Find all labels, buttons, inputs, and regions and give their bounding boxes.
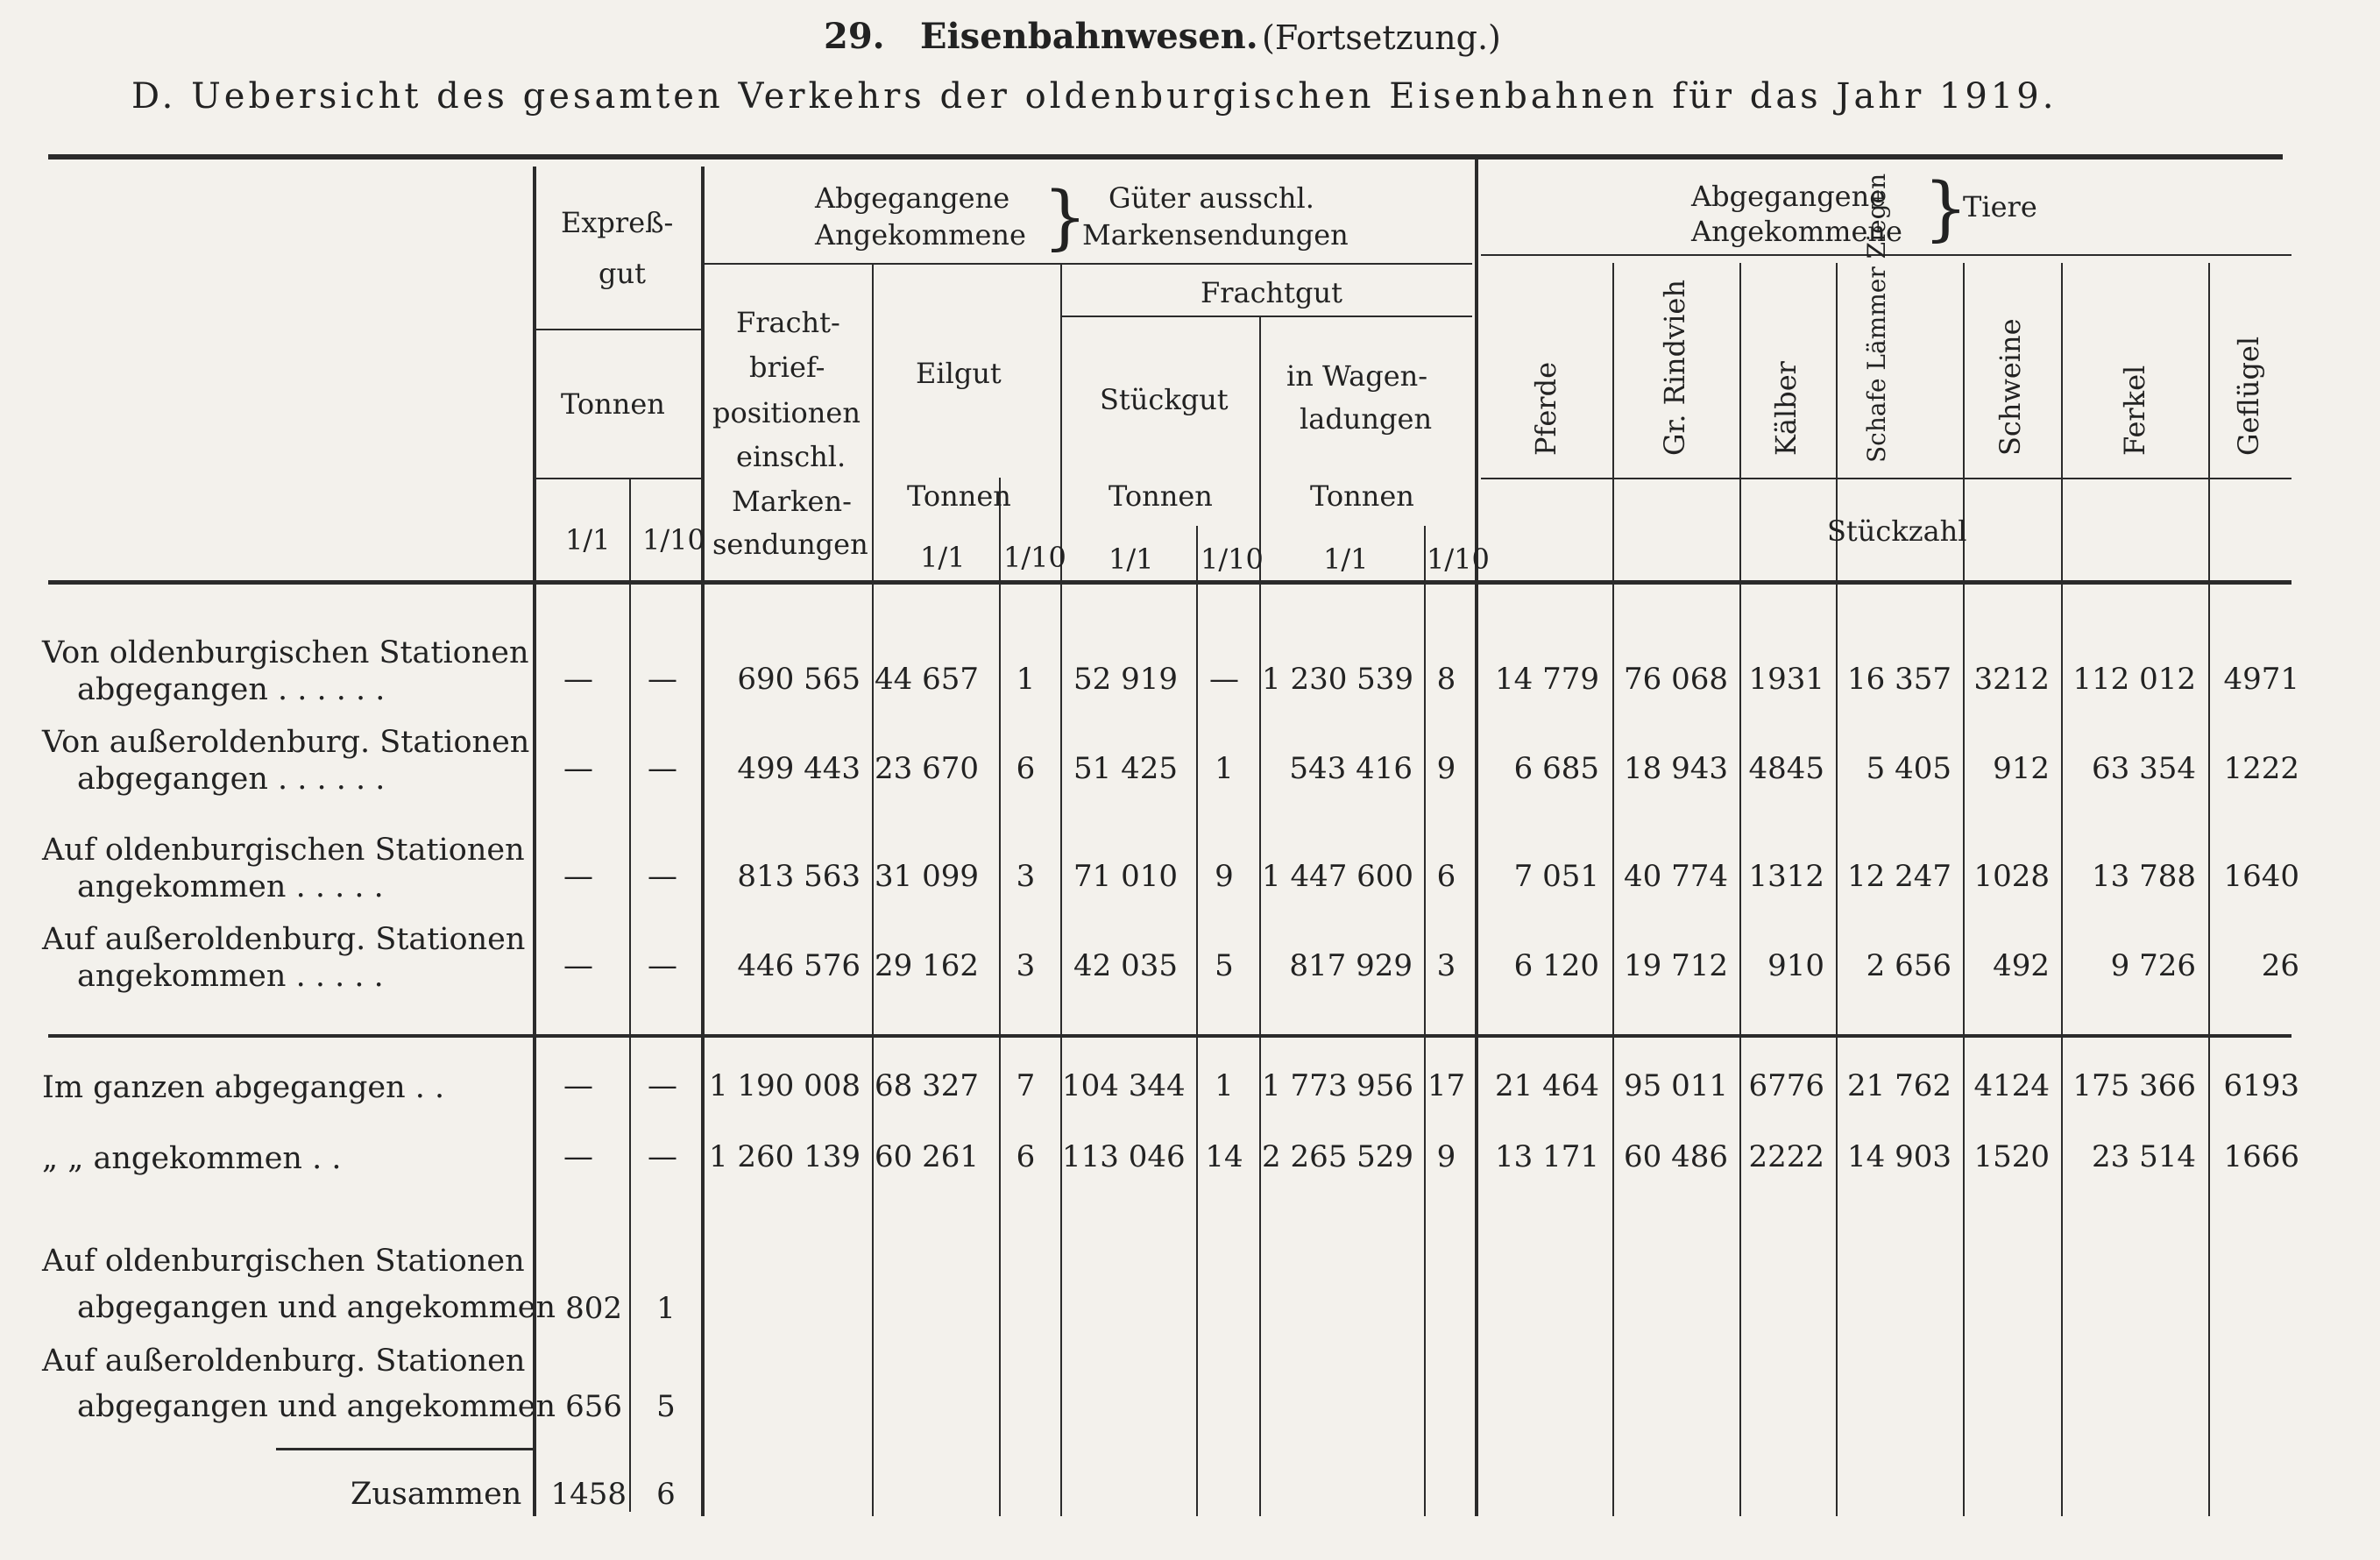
header-stueckgut-frac10: 1/10 (1201, 542, 1264, 576)
goods-subrule (701, 263, 1472, 265)
table-cell: 51 425 (1073, 751, 1178, 786)
vline-fracht (872, 263, 874, 1516)
express-subrule (535, 329, 701, 330)
table-cell: 817 929 (1289, 948, 1413, 983)
table-cell: 40 774 (1624, 859, 1728, 894)
section-number: 29. (824, 16, 885, 57)
express-row-1-tenths: 1 (656, 1291, 676, 1326)
table-cell: 63 354 (2092, 751, 2196, 786)
header-goods-ausschl: Güter ausschl. (1109, 181, 1314, 215)
table-cell: 9 726 (2110, 948, 2196, 983)
header-fracht-5: Marken- (732, 485, 852, 518)
express-row-1-label2: abgegangen und angekommen (77, 1290, 556, 1325)
table-cell: 2 656 (1866, 948, 1951, 983)
header-stueckgut-tonnen: Tonnen (1109, 479, 1213, 513)
table-cell: 1312 (1748, 859, 1824, 894)
table-cell: 52 919 (1073, 662, 1178, 697)
total-cell: 2 265 529 (1262, 1139, 1414, 1174)
header-schweine: Schweine (1994, 318, 2027, 456)
table-cell: 6 685 (1513, 751, 1599, 786)
header-express: Expreß- (561, 206, 674, 239)
row-label: Von außeroldenburg. Stationen (42, 725, 530, 760)
section-title: Eisenbahnwesen. (920, 16, 1258, 57)
table-cell: 499 443 (737, 751, 861, 786)
table-cell: — (648, 948, 677, 983)
header-rindvieh: Gr. Rindvieh (1658, 280, 1691, 456)
table-cell: 1222 (2223, 751, 2299, 786)
table-cell: 6 (1436, 859, 1456, 894)
express-row-2-label2: abgegangen und angekommen (77, 1389, 556, 1424)
table-cell: 6 120 (1513, 948, 1599, 983)
total-cell: 1 260 139 (708, 1139, 861, 1174)
table-cell: 31 099 (875, 859, 979, 894)
table-cell: — (563, 751, 593, 786)
header-wagen-2: ladungen (1300, 402, 1433, 436)
header-eilgut-tonnen: Tonnen (907, 479, 1011, 513)
header-gefluegel: Geflügel (2232, 336, 2265, 456)
row-label: Auf oldenburgischen Stationen (42, 833, 525, 868)
table-cell: 1640 (2223, 859, 2299, 894)
table-cell: 3212 (1973, 662, 2050, 697)
table-cell: 12 247 (1847, 859, 1951, 894)
total-cell: 104 344 (1062, 1068, 1186, 1103)
total-cell: 175 366 (2072, 1068, 2196, 1103)
table-cell: 19 712 (1624, 948, 1728, 983)
row-label-sub: abgegangen . . . . . . (77, 762, 386, 797)
total-cell: — (563, 1139, 593, 1174)
header-express-tonnen: Tonnen (561, 387, 665, 421)
vline-goods-left (701, 167, 705, 1516)
table-cell: 1028 (1973, 859, 2050, 894)
express-row-1-tonnen: 802 (565, 1291, 622, 1326)
header-schafe: Schafe Lämmer Ziegen (1862, 173, 1891, 463)
table-cell: — (648, 859, 677, 894)
table-cell: 1 230 539 (1262, 662, 1414, 697)
table-cell: 13 788 (2092, 859, 2196, 894)
table-cell: 912 (1993, 751, 2050, 786)
total-cell: 23 514 (2092, 1139, 2196, 1174)
table-cell: 26 (2261, 948, 2299, 983)
row-label: Von oldenburgischen Stationen (42, 635, 529, 670)
table-cell: 5 405 (1866, 751, 1951, 786)
total-cell: 95 011 (1624, 1068, 1728, 1103)
total-cell: 21 464 (1495, 1068, 1599, 1103)
header-stueckgut: Stückgut (1100, 383, 1229, 416)
sum-tenths: 6 (656, 1477, 676, 1512)
row-label-sub: abgegangen . . . . . . (77, 672, 386, 707)
header-fracht-1: Fracht- (736, 306, 840, 339)
header-fracht-4: einschl. (736, 440, 846, 473)
header-eilgut: Eilgut (916, 357, 1002, 390)
table-cell: 16 357 (1847, 662, 1951, 697)
total-cell: 21 762 (1847, 1068, 1951, 1103)
table-cell: 9 (1436, 751, 1456, 786)
table-subtitle: D. Uebersicht des gesamten Verkehrs der oldenburgischen Eisenbahnen für das Jahr 1919. (131, 76, 2058, 117)
total-cell: 14 903 (1847, 1139, 1951, 1174)
table-cell: 446 576 (737, 948, 861, 983)
express-row-2-tonnen: 656 (565, 1389, 622, 1424)
header-kaelber: Kälber (1769, 361, 1803, 456)
total-cell: 1 773 956 (1262, 1068, 1414, 1103)
vline-tiere-left (1475, 160, 1478, 1516)
express-row-1-label1: Auf oldenburgischen Stationen (42, 1244, 525, 1279)
table-cell: 5 (1215, 948, 1234, 983)
header-tiere: Tiere (1963, 190, 2037, 223)
totals-rule (48, 1034, 2291, 1038)
vline-express-mid (629, 478, 631, 1512)
table-cell: 3 (1016, 948, 1036, 983)
total-cell: — (648, 1068, 677, 1103)
header-stueckgut-frac1: 1/1 (1109, 542, 1154, 576)
header-wagen-frac10: 1/10 (1427, 542, 1490, 576)
row-label: Auf außeroldenburg. Stationen (42, 922, 526, 957)
table-cell: 76 068 (1624, 662, 1728, 697)
header-goods-brace: } (1043, 176, 1087, 258)
header-wagen-1: in Wagen- (1286, 359, 1428, 393)
header-eilgut-frac10: 1/10 (1003, 541, 1066, 574)
header-goods-abgegangene: Abgegangene (815, 181, 1010, 215)
table-cell: 1 (1016, 662, 1036, 697)
table-cell: 4971 (2223, 662, 2299, 697)
total-cell: 13 171 (1495, 1139, 1599, 1174)
total-label: Im ganzen abgegangen . . (42, 1070, 445, 1105)
total-cell: 14 (1205, 1139, 1243, 1174)
header-ferkel: Ferkel (2118, 365, 2151, 456)
total-cell: 60 261 (875, 1139, 979, 1174)
table-cell: 8 (1436, 662, 1456, 697)
header-stueckzahl: Stückzahl (1827, 514, 1967, 548)
table-cell: 14 779 (1495, 662, 1599, 697)
table-cell: 3 (1436, 948, 1456, 983)
header-tiere-brace: } (1923, 167, 1968, 249)
sum-label: Zusammen (351, 1477, 522, 1512)
total-cell: 1520 (1973, 1139, 2050, 1174)
total-cell: 6193 (2223, 1068, 2299, 1103)
top-rule (48, 154, 2283, 160)
express-row-2-tenths: 5 (656, 1389, 676, 1424)
table-cell: — (563, 662, 593, 697)
total-cell: 7 (1016, 1068, 1036, 1103)
table-cell: — (1209, 662, 1239, 697)
row-label-sub: angekommen . . . . . (77, 869, 384, 904)
header-eilgut-frac1: 1/1 (920, 541, 966, 574)
express-frac-rule (535, 478, 701, 479)
total-cell: 9 (1436, 1139, 1456, 1174)
table-cell: — (563, 948, 593, 983)
table-cell: 910 (1767, 948, 1824, 983)
table-cell: 492 (1993, 948, 2050, 983)
header-goods-angekommene: Angekommene (815, 218, 1026, 252)
header-rule (48, 580, 2291, 585)
total-cell: — (563, 1068, 593, 1103)
row-label-sub: angekommen . . . . . (77, 959, 384, 994)
table-cell: 1931 (1748, 662, 1824, 697)
table-cell: 543 416 (1289, 751, 1413, 786)
total-cell: 1 190 008 (708, 1068, 861, 1103)
total-label: „ „ angekommen . . (42, 1141, 342, 1176)
table-cell: 7 051 (1513, 859, 1599, 894)
total-cell: 4124 (1973, 1068, 2050, 1103)
frachtgut-rule (1060, 316, 1472, 317)
table-cell: 3 (1016, 859, 1036, 894)
header-fracht-2: brief- (749, 351, 825, 384)
header-wagen-tonnen: Tonnen (1310, 479, 1414, 513)
header-express-frac1: 1/1 (565, 523, 611, 557)
table-cell: 18 943 (1624, 751, 1728, 786)
header-tiere-abgegangene: Abgegangene (1691, 180, 1887, 213)
header-goods-markensendungen: Markensendungen (1082, 218, 1349, 252)
total-cell: 113 046 (1062, 1139, 1186, 1174)
table-cell: 1 (1215, 751, 1234, 786)
table-cell: — (648, 662, 677, 697)
table-cell: 6 (1016, 751, 1036, 786)
header-fracht-3: positionen (712, 396, 861, 429)
header-tiere-angekommene: Angekommene (1691, 215, 1902, 248)
table-cell: 71 010 (1073, 859, 1178, 894)
table-cell: 9 (1215, 859, 1234, 894)
table-cell: 23 670 (875, 751, 979, 786)
table-cell: 112 012 (2072, 662, 2196, 697)
table-cell: 4845 (1748, 751, 1824, 786)
header-fracht-6: sendungen (712, 528, 868, 561)
table-cell: — (563, 859, 593, 894)
table-cell: 42 035 (1073, 948, 1178, 983)
table-cell: 1 447 600 (1262, 859, 1414, 894)
section-continuation: (Fortsetzung.) (1262, 18, 1501, 57)
total-cell: 1 (1215, 1068, 1234, 1103)
table-cell: 813 563 (737, 859, 861, 894)
total-cell: 6 (1016, 1139, 1036, 1174)
vline-eilgut-frac (999, 478, 1001, 1516)
table-cell: 690 565 (737, 662, 861, 697)
vline-wagen (1259, 316, 1261, 1516)
stueckzahl-rule (1481, 478, 2291, 479)
header-pferde: Pferde (1529, 361, 1562, 456)
total-cell: 17 (1427, 1068, 1466, 1103)
table-cell: 29 162 (875, 948, 979, 983)
sum-rule (276, 1448, 535, 1450)
sum-tonnen: 1458 (550, 1477, 627, 1512)
table-cell: 44 657 (875, 662, 979, 697)
vline-pferde (1612, 263, 1614, 1516)
express-row-2-label1: Auf außeroldenburg. Stationen (42, 1344, 526, 1379)
header-express-frac10: 1/10 (642, 523, 705, 557)
total-cell: — (648, 1139, 677, 1174)
header-frachtgut: Frachtgut (1201, 276, 1342, 309)
header-express-2: gut (599, 257, 646, 290)
header-wagen-frac1: 1/1 (1323, 542, 1369, 576)
total-cell: 2222 (1748, 1139, 1824, 1174)
total-cell: 68 327 (875, 1068, 979, 1103)
total-cell: 1666 (2223, 1139, 2299, 1174)
table-cell: — (648, 751, 677, 786)
total-cell: 6776 (1748, 1068, 1824, 1103)
total-cell: 60 486 (1624, 1139, 1728, 1174)
